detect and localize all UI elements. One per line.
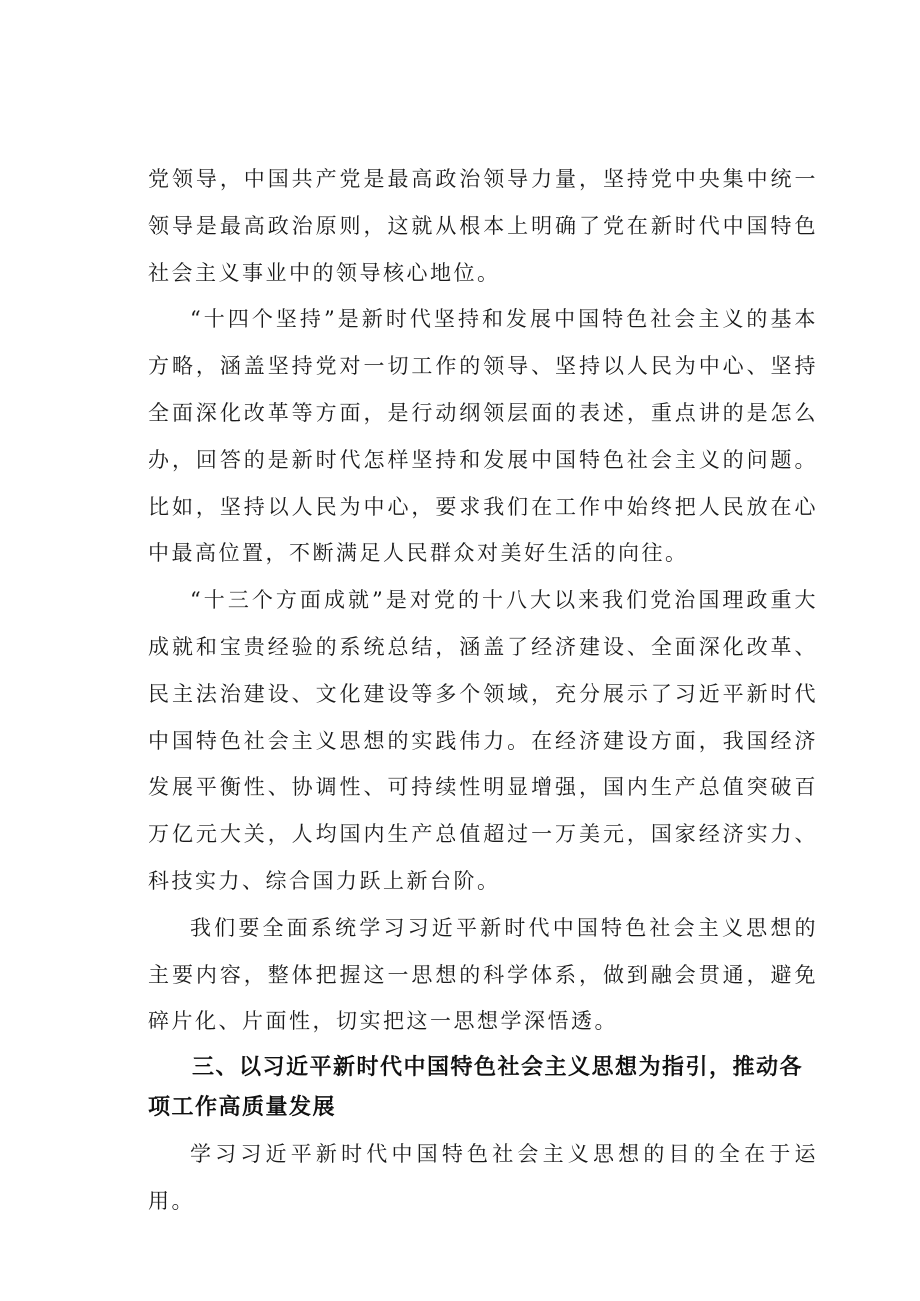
- section-heading-three: 三、以习近平新时代中国特色社会主义思想为指引，推动各项工作高质量发展: [148, 1055, 804, 1121]
- paragraph-fourteen-adherences: “十四个坚持”是新时代坚持和发展中国特色社会主义的基本方略，涵盖坚持党对一切工作的领导、坚持以人民为中心、坚持全面深化改革等方面，是行动纲领层面的表述，重点讲的是怎么办，回答的是新时代怎样坚持和发展中国特色社会主义的问题。比如，坚持以人民为中心，要求我们在工作中始终把人民放在心中最高位置，不断满足人民群众对美好生活的向往。: [148, 307, 818, 566]
- paragraph-study-requirement: 我们要全面系统学习习近平新时代中国特色社会主义思想的主要内容，整体把握这一思想的科学体系，做到融会贯通，避免碎片化、片面性，切实把这一思想学深悟透。: [148, 915, 818, 1034]
- paragraph-continuation: 党领导，中国共产党是最高政治领导力量，坚持党中央集中统一领导是最高政治原则，这就从根本上明确了党在新时代中国特色社会主义事业中的领导核心地位。: [148, 167, 818, 285]
- paragraph-thirteen-achievements: “十三个方面成就”是对党的十八大以来我们党治国理政重大成就和宝贵经验的系统总结，涵盖了经济建设、全面深化改革、民主法治建设、文化建设等多个领域，充分展示了习近平新时代中国特色社会主义思想的实践伟力。在经济建设方面，我国经济发展平衡性、协调性、可持续性明显增强，国内生产总值突破百万亿元大关，人均国内生产总值超过一万美元，国家经济实力、科技实力、综合国力跃上新台阶。: [148, 588, 818, 893]
- paragraph-purpose: 学习习近平新时代中国特色社会主义思想的目的全在于运用。: [148, 1142, 818, 1213]
- document-body: [148, 156, 818, 1225]
